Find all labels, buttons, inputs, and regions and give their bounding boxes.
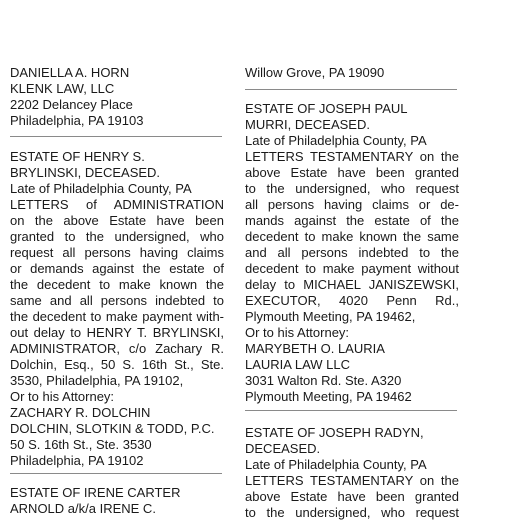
notice-line: ZACHARY R. DOLCHIN — [10, 405, 151, 420]
notice-line: decedent to make payment without — [245, 261, 459, 276]
notice-line: Willow Grove, PA 19090 — [245, 65, 385, 80]
notice-line: Or to his Attorney: — [245, 325, 350, 340]
notice-line: granted to the undersigned, who — [10, 229, 224, 244]
notice-line: LETTERS TESTAMENTARY on the — [245, 473, 459, 488]
section-divider — [245, 410, 457, 411]
estate-heading: BRYLINSKI, DECEASED. — [10, 165, 161, 180]
estate-heading: ESTATE OF HENRY S. — [10, 149, 145, 164]
notice-line: Philadelphia, PA 19102 — [10, 453, 144, 468]
estate-heading: ESTATE OF JOSEPH RADYN, — [245, 425, 424, 440]
estate-heading: ESTATE OF JOSEPH PAUL — [245, 101, 408, 116]
notice-line: Plymouth Meeting, PA 19462, — [245, 309, 416, 324]
notice-line: mands against the estate of the — [245, 213, 459, 228]
notice-line: EXECUTOR, 4020 Penn Rd., — [245, 293, 459, 308]
notice-line: to the undersigned, who request — [245, 505, 459, 520]
notice-line: Dolchin, Esq., 50 S. 16th St., Ste. — [10, 357, 224, 372]
notice-line: Or to his Attorney: — [10, 389, 115, 404]
notice-line: on the above Estate have been — [10, 213, 224, 228]
estate-heading: ARNOLD a/k/a IRENE C. — [10, 501, 156, 516]
notice-line: request all persons having claims — [10, 245, 224, 260]
notice-line: Late of Philadelphia County, PA — [245, 457, 427, 472]
notice-line: 2202 Delancey Place — [10, 97, 133, 112]
notice-line: above Estate have been granted — [245, 165, 459, 180]
notice-line: Philadelphia, PA 19103 — [10, 113, 144, 128]
notice-line: delay to MICHAEL JANISZEWSKI, — [245, 277, 459, 292]
estate-heading: DECEASED. — [245, 441, 321, 456]
notice-line: to the undersigned, who request — [245, 181, 459, 196]
notice-line: DOLCHIN, SLOTKIN & TODD, P.C. — [10, 421, 215, 436]
notice-line: 3031 Walton Rd. Ste. A320 — [245, 373, 402, 388]
notice-line: 50 S. 16th St., Ste. 3530 — [10, 437, 152, 452]
estate-heading: MURRI, DECEASED. — [245, 117, 370, 132]
notice-line: or demands against the estate of — [10, 261, 224, 276]
notice-line: MARYBETH O. LAURIA — [245, 341, 385, 356]
notice-line: LETTERS TESTAMENTARY on the — [245, 149, 459, 164]
notice-line: the decedent to make known the — [10, 277, 224, 292]
notice-line: and all persons indebted to the — [245, 245, 459, 260]
notice-line: Late of Philadelphia County, PA — [10, 181, 192, 196]
notice-line: Plymouth Meeting, PA 19462 — [245, 389, 412, 404]
notice-line: out delay to HENRY T. BRYLINSKI, — [10, 325, 224, 340]
notice-line: DANIELLA A. HORN — [10, 65, 130, 80]
notice-line: all persons having claims or de- — [245, 197, 459, 212]
notice-line: ADMINISTRATOR, c/o Zachary R. — [10, 341, 224, 356]
notice-line: Late of Philadelphia County, PA — [245, 133, 427, 148]
estate-heading: ESTATE OF IRENE CARTER — [10, 485, 181, 500]
notice-line: LAURIA LAW LLC — [245, 357, 351, 372]
notice-line: decedent to make known the same — [245, 229, 459, 244]
notice-line: LETTERS of ADMINISTRATION — [10, 197, 224, 212]
notice-line: above Estate have been granted — [245, 489, 459, 504]
notice-line: same and all persons indebted to — [10, 293, 224, 308]
section-divider — [10, 473, 222, 474]
notice-line: KLENK LAW, LLC — [10, 81, 115, 96]
section-divider — [10, 136, 222, 137]
notice-line: 3530, Philadelphia, PA 19102, — [10, 373, 184, 388]
notice-line: the decedent to make payment with- — [10, 309, 224, 324]
section-divider — [245, 89, 457, 90]
